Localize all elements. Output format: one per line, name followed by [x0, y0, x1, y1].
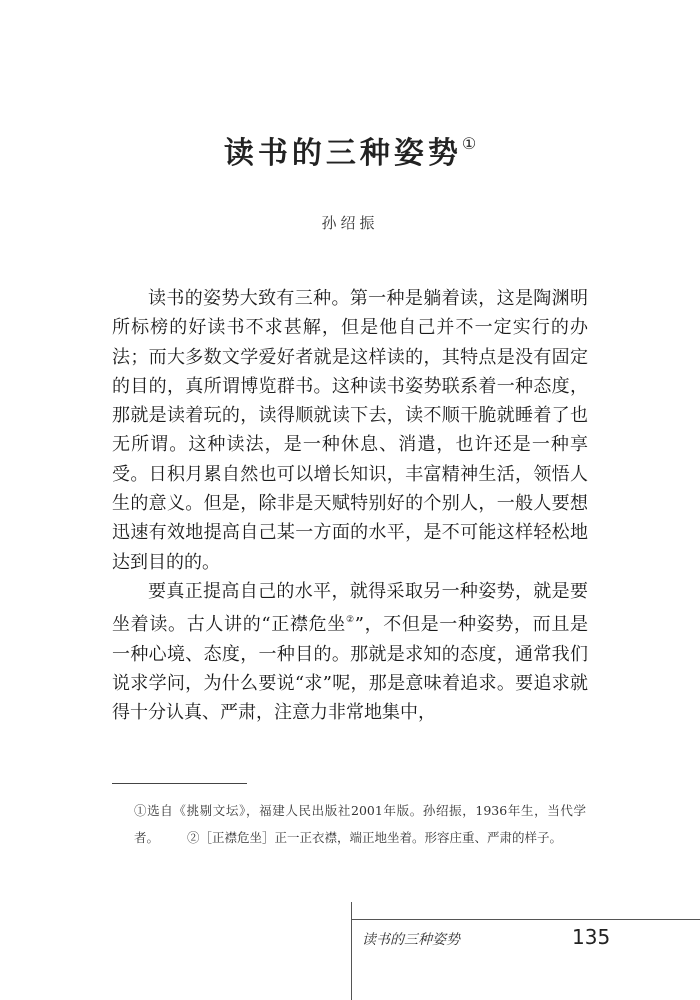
footnotes [134, 797, 586, 851]
page-title [0, 128, 700, 172]
footnote-divider [112, 783, 247, 784]
paragraph-2-part-1: 要真正提高自己的水平，就得采取另一种姿势，就是要坐着读。古人讲的“正襟危坐 [112, 580, 588, 636]
article-body [112, 284, 588, 727]
title-footnote-marker: ① [461, 134, 477, 153]
paragraph-2-part-2: ”，不但是一种姿势，而且是一种心境、态度，一种目的。那就是求知的态度，通常我们说求学问，为什么要说“求”呢，那是意味着追求。要追求就得十分认真、严肃，注意力非常地集中， [112, 614, 589, 724]
footer-horizontal-rule [351, 919, 700, 920]
paragraph-2 [112, 577, 588, 727]
running-head: 读书的三种姿势 [362, 932, 460, 948]
title-text: 读书的三种姿势 [223, 136, 462, 171]
footnote-marker-2: ② [345, 615, 355, 626]
footnote-2: ②［正襟危坐］正一正衣襟，端正地坐着。形容庄重、严肃的样子。 [187, 830, 563, 845]
footnote-text [134, 797, 586, 851]
author-name: 孙绍振 [321, 214, 379, 232]
page-number: 135 [572, 925, 611, 949]
footnote-1: ①选自《挑剔文坛》，福建人民出版社2001年版。孙绍振，1936年生，当代学者。 [134, 803, 586, 845]
paragraph-1: 读书的姿势大致有三种。第一种是躺着读，这是陶渊明所标榜的好读书不求甚解，但是他自己并不一定实行的办法；而大多数文学爱好者就是这样读的，其特点是没有固定的目的，真所谓博览群书。这种读书姿势联系着一种态度，那就是读着玩的，读得顺就读下去，读不顺干脆就睡着了也无所谓。这种读法，是一种休息、消遣，也许还是一种享受。日积月累自然也可以增长知识，丰富精神生活，领悟人生的意义。但是，除非是天赋特别好的个别人，一般人要想迅速有效地提高自己某一方面的水平，是不可能这样轻松地达到目的的。 [112, 288, 588, 573]
footer-vertical-rule [351, 902, 352, 1000]
